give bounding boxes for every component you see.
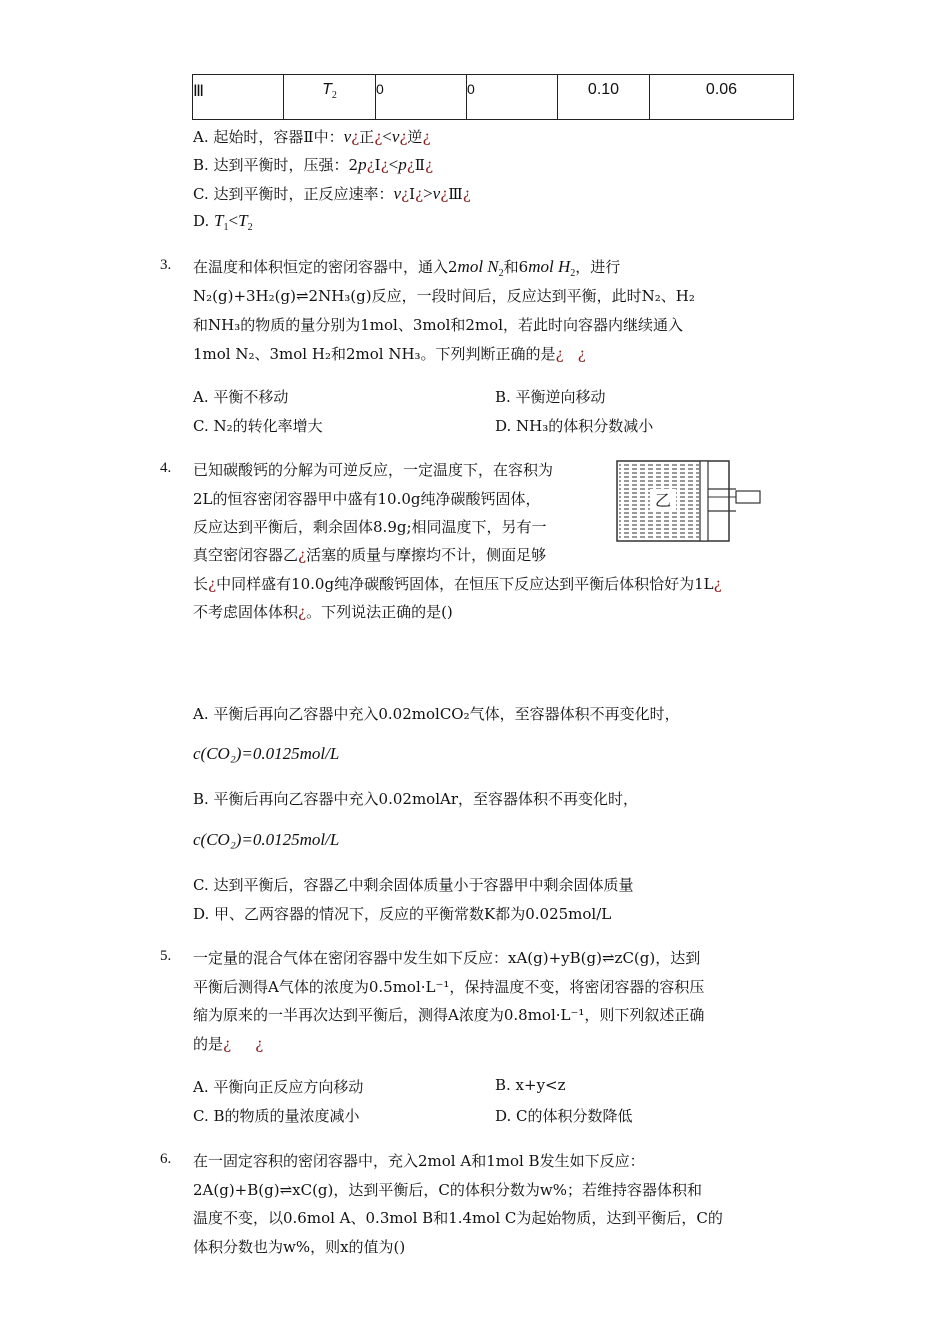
q2-option-a <box>193 126 430 147</box>
glyph-mark: ¿ <box>380 156 389 174</box>
q3-option-c: C. N₂的转化率增大 <box>193 417 323 435</box>
row-v3: 0.10 <box>587 81 620 98</box>
table-cell-v4 <box>650 75 794 120</box>
option-text: Ⅰ <box>374 156 381 174</box>
q5-line-3: 缩为原来的一半再次达到平衡后，测得A浓度为0.8mol·L⁻¹，则下列叙述正确 <box>193 1006 705 1024</box>
q2-option-b <box>193 154 433 175</box>
piston-container-figure <box>616 459 766 545</box>
question-text: 真空密闭容器乙 <box>193 546 299 564</box>
q3-line-1: 在温度和体积恒定的密闭容器中，通入2mol $N_2$和6mol $H_2$，进行 <box>193 257 621 279</box>
figure-label: 乙 <box>654 491 672 510</box>
q6-line-3: 温度不变，以0.6mol A、0.3mol B和1.4mol C为起始物质，达到平衡后，C的 <box>193 1209 723 1227</box>
option-text: Ⅱ <box>414 156 425 174</box>
q5-line-2: 平衡后测得A气体的浓度为0.5mol·L⁻¹，保持温度不变，将密闭容器的容积压 <box>193 978 705 996</box>
row-label: Ⅲ <box>193 83 205 100</box>
q5-option-d: D. C的体积分数降低 <box>495 1107 633 1125</box>
question-text: 的是 <box>193 1035 224 1053</box>
glyph-mark: ¿ <box>298 603 307 621</box>
q5-option-c: C. B的物质的量浓度减小 <box>193 1107 360 1125</box>
question-number: 5. <box>160 948 172 964</box>
question-text: 1mol N₂、3mol H₂和2mol NH₃。下列判断正确的是 <box>193 345 556 363</box>
question-text: ，进行 <box>575 258 621 276</box>
glyph-mark: ¿ <box>555 345 564 363</box>
data-table <box>192 74 794 120</box>
q3-line-4 <box>193 343 586 364</box>
math-p: p <box>358 155 367 174</box>
question-text: 和6 <box>503 258 529 276</box>
row-v1: 0 <box>376 81 384 97</box>
temp-sub: 2 <box>331 90 337 102</box>
math-p: p <box>398 155 407 174</box>
table-cell-v1 <box>376 75 467 120</box>
glyph-mark: ¿ <box>415 185 424 203</box>
option-text: Ⅲ <box>448 185 463 203</box>
glyph-mark: ¿ <box>401 185 410 203</box>
q4-line-5 <box>193 573 722 594</box>
q4-line-2: 2L的恒容密闭容器甲中盛有10.0g纯净碳酸钙固体， <box>193 490 541 508</box>
math-sub: 2 <box>247 222 253 233</box>
glyph-mark: ¿ <box>440 185 449 203</box>
question-text: 长 <box>193 575 209 593</box>
row-v2: 0 <box>467 81 475 97</box>
row-v4: 0.06 <box>705 81 738 98</box>
q6-line-2: 2A(g)+B(g)⇌xC(g)，达到平衡后，C的体积分数为w%；若维持容器体积和 <box>193 1181 702 1199</box>
q4-line-3: 反应达到平衡后，剩余固体8.9g;相同温度下，另有一 <box>193 518 547 536</box>
question-text: 在温度和体积恒定的密闭容器中，通入2 <box>193 258 458 276</box>
glyph-mark: ¿ <box>255 1035 264 1053</box>
math-v: v <box>391 127 400 146</box>
table-cell-label <box>193 75 284 120</box>
q4-line-4 <box>193 544 546 565</box>
glyph-mark: ¿ <box>406 156 415 174</box>
math-t: T <box>214 211 224 230</box>
table-cell-v2 <box>467 75 558 120</box>
glyph-mark: ¿ <box>424 156 434 174</box>
q3-line-2: N₂(g)+3H₂(g)⇌2NH₃(g)反应，一段时间后，反应达到平衡，此时N₂、H₂ <box>193 287 695 305</box>
glyph-mark: ¿ <box>374 128 383 146</box>
q5-line-4 <box>193 1033 263 1054</box>
q6-line-1: 在一固定容积的密闭容器中，充入2mol A和1mol B发生如下反应： <box>193 1152 645 1170</box>
q2-option-c <box>193 183 471 204</box>
q5-option-b: B. x+y<z <box>495 1076 566 1094</box>
question-text: 中同样盛有10.0g纯净碳酸钙固体，在恒压下反应达到平衡后体积恰好为1L <box>216 575 714 593</box>
option-text: A. 起始时，容器Ⅱ中： <box>193 128 344 146</box>
q3-option-d: D. NH₃的体积分数减小 <box>495 417 654 435</box>
math-op: < <box>382 127 392 146</box>
q4-option-a-line-1: A. 平衡后再向乙容器中充入0.02molCO₂气体，至容器体积不再变化时， <box>193 705 680 723</box>
question-text: 活塞的质量与摩擦均不计，侧面足够 <box>306 546 547 564</box>
option-text: Ⅰ <box>409 185 416 203</box>
glyph-mark: ¿ <box>351 128 360 146</box>
question-number: 6. <box>160 1151 172 1167</box>
q3-option-b: B. 平衡逆向移动 <box>495 388 606 406</box>
q6-line-4: 体积分数也为w%，则x的值为() <box>193 1238 406 1256</box>
q4-option-b-line-2: c(CO₂)=0.0125mol/L <box>193 830 340 849</box>
option-text: 逆 <box>407 128 423 146</box>
option-text: B. 达到平衡时，压强：2 <box>193 156 359 174</box>
math-t: T <box>238 211 248 230</box>
q4-line-6 <box>193 601 453 622</box>
q4-option-c: C. 达到平衡后，容器乙中剩余固体质量小于容器甲中剩余固体质量 <box>193 876 634 894</box>
glyph-mark: ¿ <box>223 1035 232 1053</box>
math-v: v <box>432 184 441 203</box>
q4-option-b-line-1: B. 平衡后再向乙容器中充入0.02molAr，至容器体积不再变化时， <box>193 790 639 808</box>
glyph-mark: ¿ <box>577 345 586 363</box>
q3-line-3: 和NH₃的物质的量分别为1mol、3mol和2mol，若此时向容器内继续通入 <box>193 316 684 334</box>
q5-option-a: A. 平衡向正反应方向移动 <box>193 1078 364 1096</box>
glyph-mark: ¿ <box>298 546 307 564</box>
q4-option-a-line-2: c(CO₂)=0.0125mol/L <box>193 744 340 763</box>
table-cell-v3 <box>558 75 650 120</box>
glyph-mark: ¿ <box>208 575 217 593</box>
glyph-mark: ¿ <box>399 128 408 146</box>
question-number: 3. <box>160 257 172 273</box>
glyph-mark: ¿ <box>713 575 722 593</box>
glyph-mark: ¿ <box>422 128 431 146</box>
glyph-mark: ¿ <box>462 185 471 203</box>
q5-line-1: 一定量的混合气体在密闭容器中发生如下反应：xA(g)+yB(g)⇌zC(g)，达到 <box>193 949 701 967</box>
math-text: mol N <box>457 257 499 276</box>
row-temp <box>284 75 375 101</box>
q2-option-d <box>193 211 253 233</box>
temp-symbol: T <box>322 81 332 98</box>
math-sub: 1 <box>223 222 229 233</box>
math-op: > <box>423 184 433 203</box>
table-cell-temp <box>284 75 376 120</box>
option-text: C. 达到平衡时，正反应速率： <box>193 185 394 203</box>
math-v: v <box>393 184 402 203</box>
q3-option-a: A. 平衡不移动 <box>193 388 289 406</box>
q4-line-1: 已知碳酸钙的分解为可逆反应，一定温度下，在容积为 <box>193 461 554 479</box>
option-text: 正 <box>359 128 375 146</box>
table-row <box>193 75 794 120</box>
math-v: v <box>343 127 352 146</box>
math-op: < <box>228 211 239 230</box>
question-text: 不考虑固体体积 <box>193 603 299 621</box>
question-number: 4. <box>160 460 172 476</box>
math-op: < <box>388 155 399 174</box>
q4-option-d: D. 甲、乙两容器的情况下，反应的平衡常数K都为0.025mol/L <box>193 905 612 923</box>
glyph-mark: ¿ <box>366 156 375 174</box>
option-text: D. <box>193 212 215 230</box>
math-text: mol H <box>528 257 571 276</box>
question-text: 。下列说法正确的是() <box>306 603 453 621</box>
